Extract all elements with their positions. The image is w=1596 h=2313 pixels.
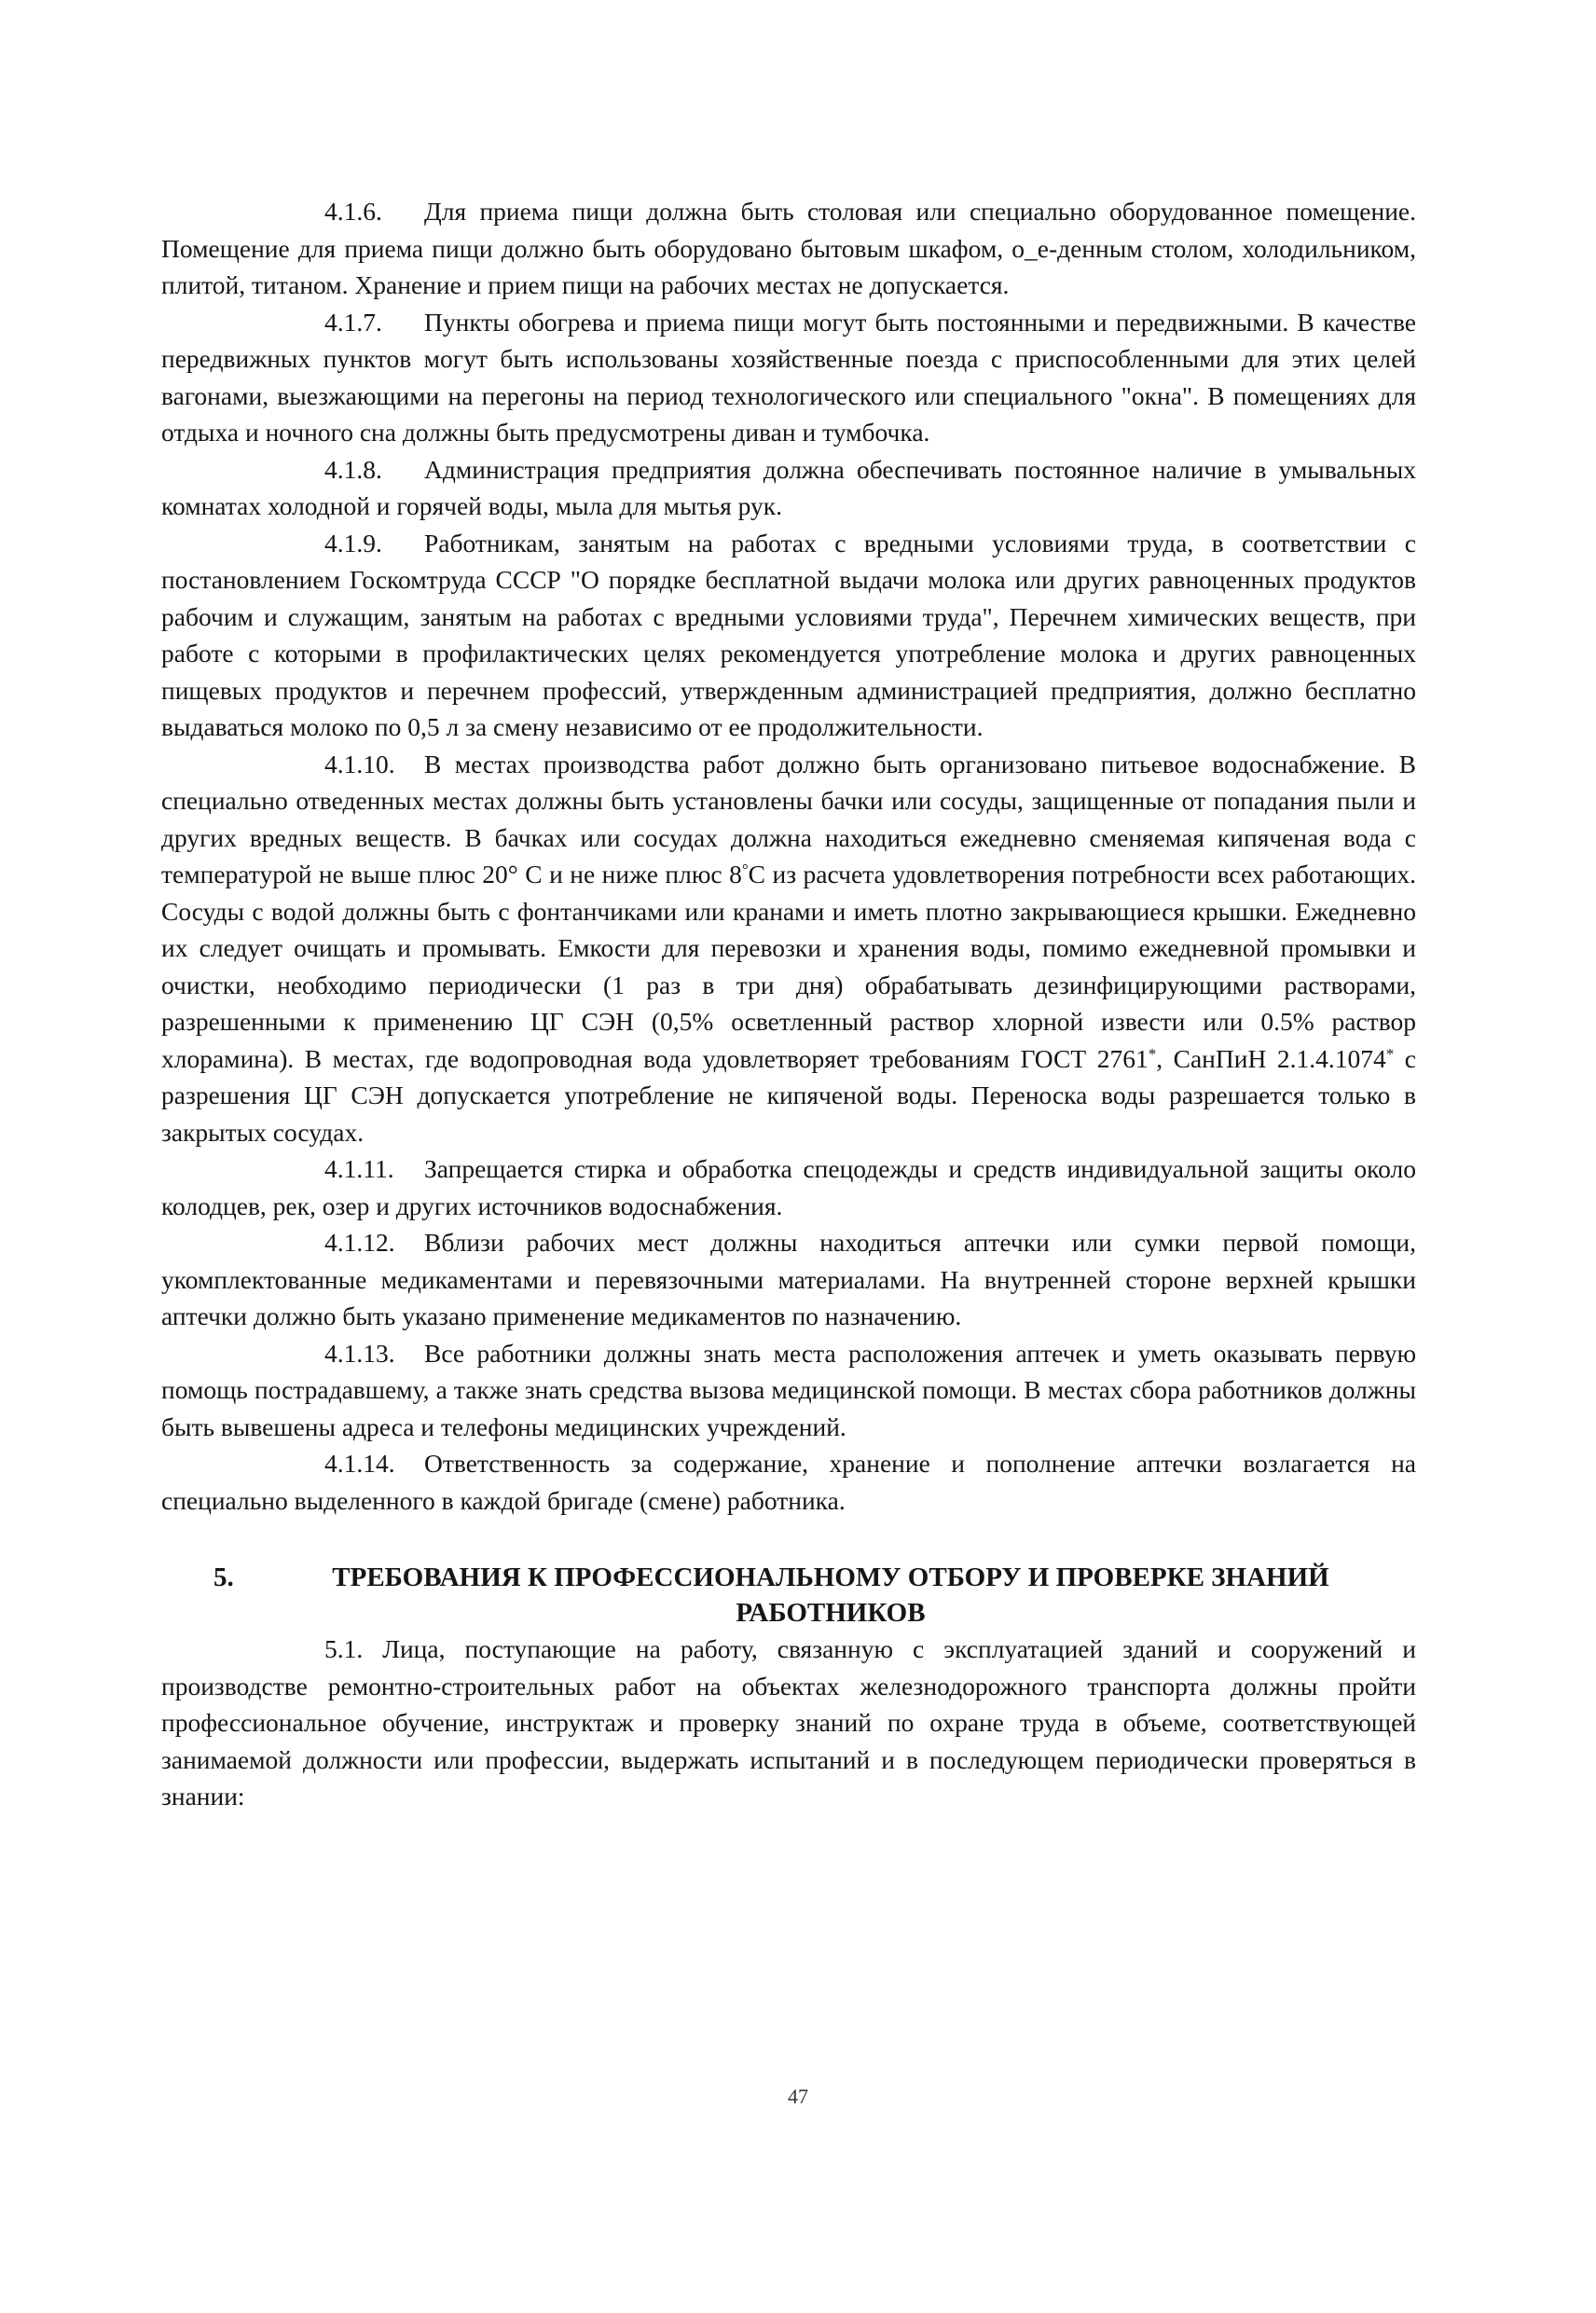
paragraph-4-1-13 xyxy=(161,1335,1416,1446)
paragraph-text: Для приема пищи должна быть столовая или специально оборудованное помещение. Помещение для приема пищи должно быть оборудовано бытовым шкафом, о_е-денным столом, холодильником, плитой, титаном. Хранение и прием пищи на рабочих местах не допускается. xyxy=(161,197,1416,299)
degree-superscript: ° xyxy=(741,860,749,878)
paragraph-number: 4.1.7. xyxy=(324,307,382,337)
paragraph-number: 4.1.6. xyxy=(324,197,382,226)
paragraph-text: Запрещается стирка и обработка спецодежды и средств индивидуальной защиты около колодцев, рек, озер и других источников водоснабжения. xyxy=(161,1154,1416,1220)
paragraph-text: Все работники должны знать места расположения аптечек и уметь оказывать первую помощь пострадавшему, а также знать средства вызова медицинской помощи. В местах сбора работников должны быть вывешены адреса и телефоны медицинских учреждений. xyxy=(161,1338,1416,1441)
paragraph-4-1-9 xyxy=(161,525,1416,746)
paragraph-number: 5.1. xyxy=(324,1634,364,1663)
paragraph-text: Пункты обогрева и приема пищи могут быть постоянными и передвижными. В качестве передвижных пунктов могут быть использованы хозяйственные поезда с приспособленными для этих целей вагонами, выезжающими на перегоны на период технологического или специального "окна". В помещениях для отдыха и ночного сна должны быть предусмотрены диван и тумбочка. xyxy=(161,307,1416,447)
paragraph-4-1-6 xyxy=(161,193,1416,304)
paragraph-number: 4.1.10. xyxy=(324,749,395,778)
paragraph-text: Администрация предприятия должна обеспечивать постоянное наличие в умывальных комнатах холодной и горячей воды, мыла для мытья рук. xyxy=(161,454,1416,520)
paragraph-text: Ответственность за содержание, хранение и пополнение аптечки возлагается на специально выделенного в каждой бригаде (смене) работника. xyxy=(161,1449,1416,1515)
paragraph-4-1-7 xyxy=(161,304,1416,451)
paragraph-number: 4.1.11. xyxy=(324,1154,394,1183)
section-title: ТРЕБОВАНИЯ К ПРОФЕССИОНАЛЬНОМУ ОТБОРУ И ПРОВЕРКЕ ЗНАНИЙ РАБОТНИКОВ xyxy=(332,1563,1329,1628)
page-content xyxy=(161,193,1416,1815)
paragraph-text: Лица, поступающие на работу, связанную с эксплуатацией зданий и сооружений и производстве ремонтно-строительных работ на объектах железнодорожного транспорта должны пройти профессиональное обучение, инструктаж и проверку знаний по охране труда в объеме, соответствующей занимаемой должности или профессии, выдержать испытаний и в последующем периодически проверяться в знании: xyxy=(161,1634,1416,1810)
paragraph-4-1-12 xyxy=(161,1224,1416,1335)
paragraph-text: Работникам, занятым на работах с вредными условиями труда, в соответствии с постановлением Госкомтруда СССР "О порядке бесплатной выдачи молока или других равноценных продуктов рабочим и служащим, занятым на работах с вредными условиями труда", Перечнем химических веществ, при работе с которыми в профилактических целях рекомендуется употребление молока и других равноценных пищевых продуктов и перечнем профессий, утвержденным администрацией предприятия, должно бесплатно выдаваться молоко по 0,5 л за смену независимо от ее продолжительности. xyxy=(161,528,1416,741)
paragraph-number: 4.1.14. xyxy=(324,1449,395,1478)
paragraph-number: 4.1.8. xyxy=(324,454,382,484)
paragraph-4-1-8 xyxy=(161,451,1416,525)
section-heading xyxy=(161,1560,1416,1631)
paragraph-text: , СанПиН 2.1.4.1074 xyxy=(1156,1043,1386,1073)
paragraph-5-1 xyxy=(161,1631,1416,1815)
paragraph-number: 4.1.9. xyxy=(324,528,382,558)
paragraph-4-1-14 xyxy=(161,1445,1416,1519)
page-number: 47 xyxy=(788,2085,808,2108)
paragraph-text: С из расчета удовлетворения потребности всех работающих. Сосуды с водой должны быть с фонтанчиками или кранами и иметь плотно закрывающиеся крышки. Ежедневно их следует очищать и промывать. Емкости для перевозки и хранения воды, помимо ежедневной промывки и очистки, необходимо периодически (1 раз в три дня) обрабатывать дезинфицирующими растворами, разрешенными к применению ЦГ СЭН (0,5% осветленный раствор хлорной извести или 0.5% раствор хлорамина). В местах, где водопроводная вода удовлетворяет требованиям ГОСТ 2761 xyxy=(161,860,1416,1073)
paragraph-4-1-11 xyxy=(161,1150,1416,1224)
paragraph-number: 4.1.13. xyxy=(324,1338,395,1368)
paragraph-number: 4.1.12. xyxy=(324,1228,395,1257)
asterisk-superscript: * xyxy=(1148,1044,1157,1063)
asterisk-superscript: * xyxy=(1385,1044,1395,1063)
paragraph-4-1-10 xyxy=(161,746,1416,1151)
paragraph-text: Вблизи рабочих мест должны находиться аптечки или сумки первой помощи, укомплектованные медикаментами и перевязочными материалами. На внутренней стороне верхней крышки аптечки должно быть указано применение медикаментов по назначению. xyxy=(161,1228,1416,1330)
paragraph-text: В местах производства работ должно быть организовано питьевое водоснабжение. В специально отведенных местах должны быть установлены бачки или сосуды, защищенные от попадания пыли и других вредных веществ. В бачках или сосудах должна находиться ежедневно сменяемая кипяченая вода с температурой не выше плюс 20° С и не ниже плюс 8 xyxy=(161,749,1416,888)
section-number: 5. xyxy=(213,1563,234,1592)
paragraph-text: с разрешения ЦГ СЭН допускается употребление не кипяченой воды. Переноска воды разрешается только в закрытых сосудах. xyxy=(161,1043,1417,1147)
